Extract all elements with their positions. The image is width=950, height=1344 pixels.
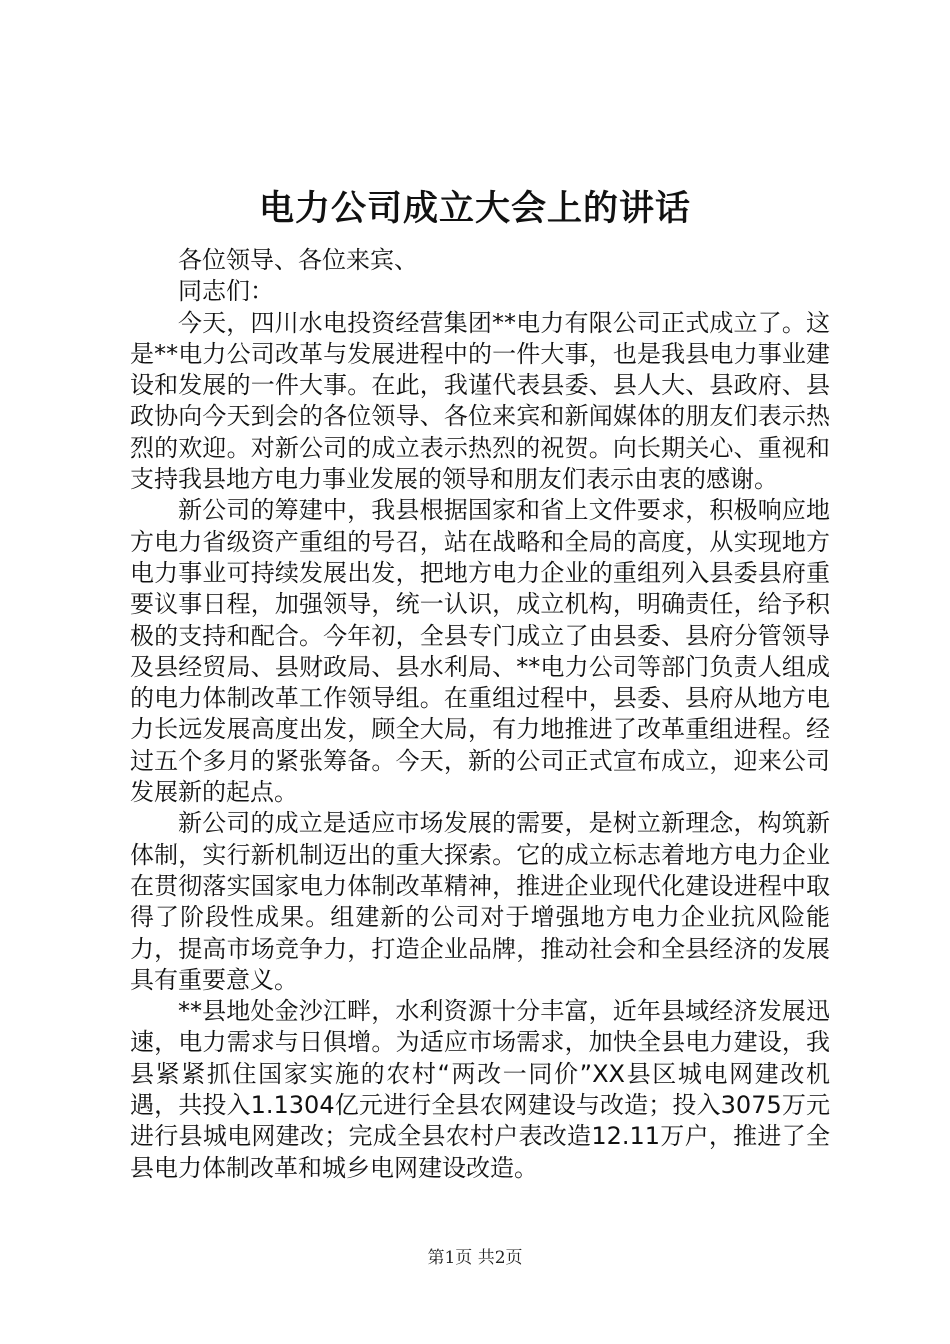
paragraph-1: 今天，四川水电投资经营集团**电力有限公司正式成立了。这是**电力公司改革与发展进程中的一件大事，也是我县电力事业建设和发展的一件大事。在此，我谨代表县委、县人大、县政府、县政协向今天到会的各位领导、各位来宾和新闻媒体的朋友们表示热烈的欢迎。对新公司的成立表示热烈的祝贺。向长期关心、重视和支持我县地方电力事业发展的领导和朋友们表示由衷的感谢。 bbox=[130, 308, 830, 494]
document-body bbox=[130, 245, 830, 1184]
page-footer: 第1页 共2页 bbox=[427, 1248, 523, 1268]
page-title: 电力公司成立大会上的讲话 bbox=[258, 188, 691, 229]
salutation-line-2: 同志们： bbox=[178, 277, 274, 306]
paragraph-4: **县地处金沙江畔，水利资源十分丰富，近年县域经济发展迅速，电力需求与日俱增。为适应市场需求，加快全县电力建设，我县紧紧抓住国家实施的农村“两改一同价”XX县区城电网建改机遇，共投入1.1304亿元进行全县农网建设与改造；投入3075万元进行县城电网建改；完成全县农村户表改造12.11万户，推进了全县电力体制改革和城乡电网建设改造。 bbox=[130, 997, 830, 1182]
salutation-line-1: 各位领导、各位来宾、 bbox=[178, 246, 418, 274]
paragraph-2: 新公司的筹建中，我县根据国家和省上文件要求，积极响应地方电力省级资产重组的号召，站在战略和全局的高度，从实现地方电力事业可持续发展出发，把地方电力企业的重组列入县委县府重要议事日程，加强领导，统一认识，成立机构，明确责任，给予积极的支持和配合。今年初，全县专门成立了由县委、县府分管领导及县经贸局、县财政局、县水利局、**电力公司等部门负责人组成的电力体制改革工作领导组。在重组过程中，县委、县府从地方电力长远发展高度出发，顾全大局，有力地推进了改革重组进程。经过五个多月的紧张筹备。今天，新的公司正式宣布成立，迎来公司发展新的起点。 bbox=[130, 496, 830, 807]
paragraph-3: 新公司的成立是适应市场发展的需要，是树立新理念，构筑新体制，实行新机制迈出的重大探索。它的成立标志着地方电力企业在贯彻落实国家电力体制改革精神，推进企业现代化建设进程中取得了阶段性成果。组建新的公司对于增强地方电力企业抗风险能力，提高市场竞争力，打造企业品牌，推动社会和全县经济的发展具有重要意义。 bbox=[130, 809, 830, 994]
